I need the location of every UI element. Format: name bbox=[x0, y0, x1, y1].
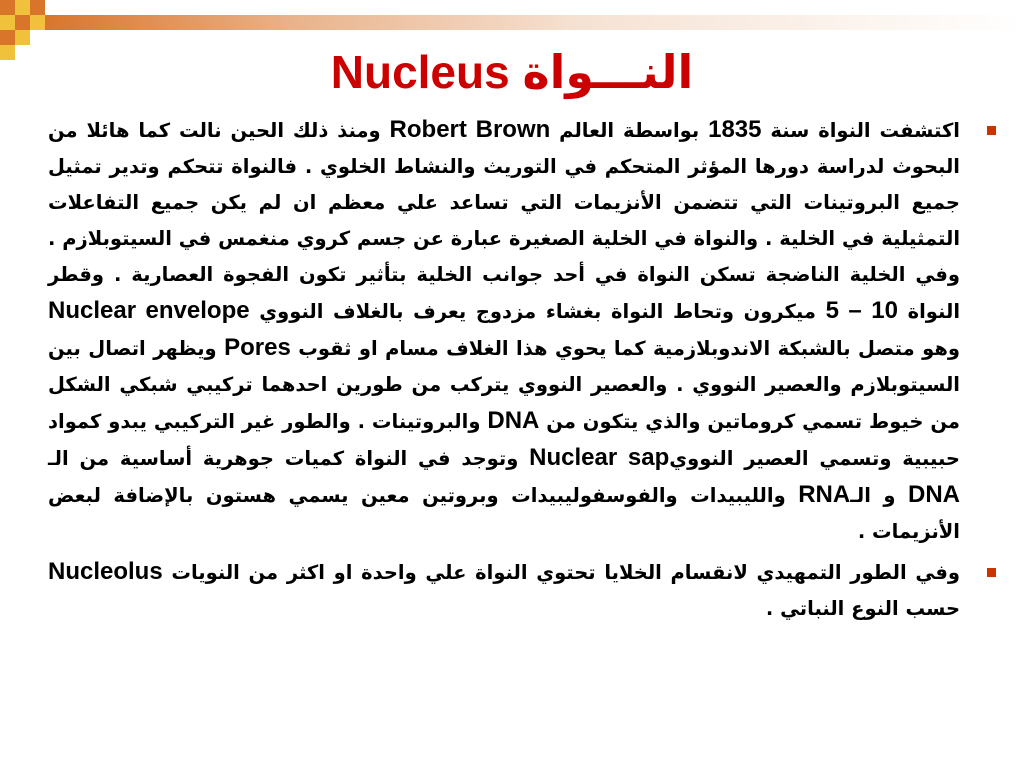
arabic-text: بواسطة العالم bbox=[550, 119, 709, 142]
slide-title bbox=[0, 42, 1024, 102]
latin-term: DNA bbox=[908, 481, 961, 508]
latin-term: Nuclear envelope bbox=[48, 297, 250, 324]
bullet-square-icon bbox=[987, 568, 996, 577]
corner-square bbox=[15, 0, 30, 15]
corner-square bbox=[0, 15, 15, 30]
title-arabic: النـــواة bbox=[522, 45, 694, 99]
latin-term: Nucleolus bbox=[48, 558, 163, 585]
header-gradient-band bbox=[45, 15, 1024, 30]
arabic-text: ميكرون وتحاط النواة بغشاء مزدوج يعرف بالغلاف النووي bbox=[249, 300, 826, 323]
arabic-text: اكتشفت النواة سنة bbox=[761, 119, 960, 142]
arabic-text: و الـ bbox=[850, 484, 909, 507]
arabic-text: ويظهر اتصال بين السيتوبلازم والعصير النووي . والعصير النووي يتركب من طورين احدهما تركيبي شبكي الشكل من خيوط تسمي كروماتين والذي يتكون من bbox=[48, 337, 961, 433]
latin-term: Robert Brown bbox=[389, 116, 551, 143]
arabic-text: وتوجد في النواة كميات جوهرية أساسية من الـ bbox=[48, 447, 530, 470]
arabic-text: وفي الطور التمهيدي لانقسام الخلايا تحتوي النواة علي واحدة او اكثر من النويات bbox=[162, 561, 960, 584]
slide-body bbox=[48, 112, 960, 631]
corner-square bbox=[30, 15, 45, 30]
latin-term: 1835 bbox=[708, 116, 762, 143]
corner-square bbox=[0, 0, 15, 15]
bullet-paragraph bbox=[48, 554, 960, 627]
bullet-paragraph bbox=[48, 112, 960, 550]
corner-square bbox=[30, 0, 45, 15]
arabic-text: حسب النوع النباتي . bbox=[765, 597, 960, 620]
arabic-text: ومنذ ذلك الحين نالت كما هائلا من البحوث لدراسة دورها المؤثر المتحكم في التوريث والنشاط الخلوي . فالنواة تتحكم وتدير تمثيل جميع البروتينات التي تتضمن الأنزيمات التي تساعد علي معظم ان لم يكن جميع التفاعلات التمثيلية في الخلية . والنواة في الخلية الصغيرة عبارة عن جسم كروي منغمس في السيتوبلازم . وفي الخلية الناضجة تسكن النواة في أحد جوانب الخلية بتأثير تكون الفجوة العصارية . وقطر النواة bbox=[48, 119, 961, 323]
bullet-square-icon bbox=[987, 126, 996, 135]
arabic-text: وهو متصل بالشبكة الاندوبلازمية كما يحوي هذا الغلاف مسام او ثقوب bbox=[290, 337, 960, 360]
latin-term: 5 – 10 bbox=[825, 297, 898, 324]
arabic-text: والليبيدات والفوسفوليبيدات وبروتين معين يسمي هستون بالإضافة لبعض الأنزيمات . bbox=[48, 484, 960, 543]
latin-term: DNA bbox=[487, 407, 540, 434]
latin-term: Nuclear sap bbox=[529, 444, 670, 471]
latin-term: Pores bbox=[224, 334, 291, 361]
latin-term: RNA bbox=[798, 481, 851, 508]
title-english: Nucleus bbox=[330, 46, 510, 98]
arabic-text: والبروتينات . والطور غير التركيبي يبدو كمواد حبيبية وتسمي العصير النووي bbox=[48, 410, 960, 470]
corner-square bbox=[15, 15, 30, 30]
